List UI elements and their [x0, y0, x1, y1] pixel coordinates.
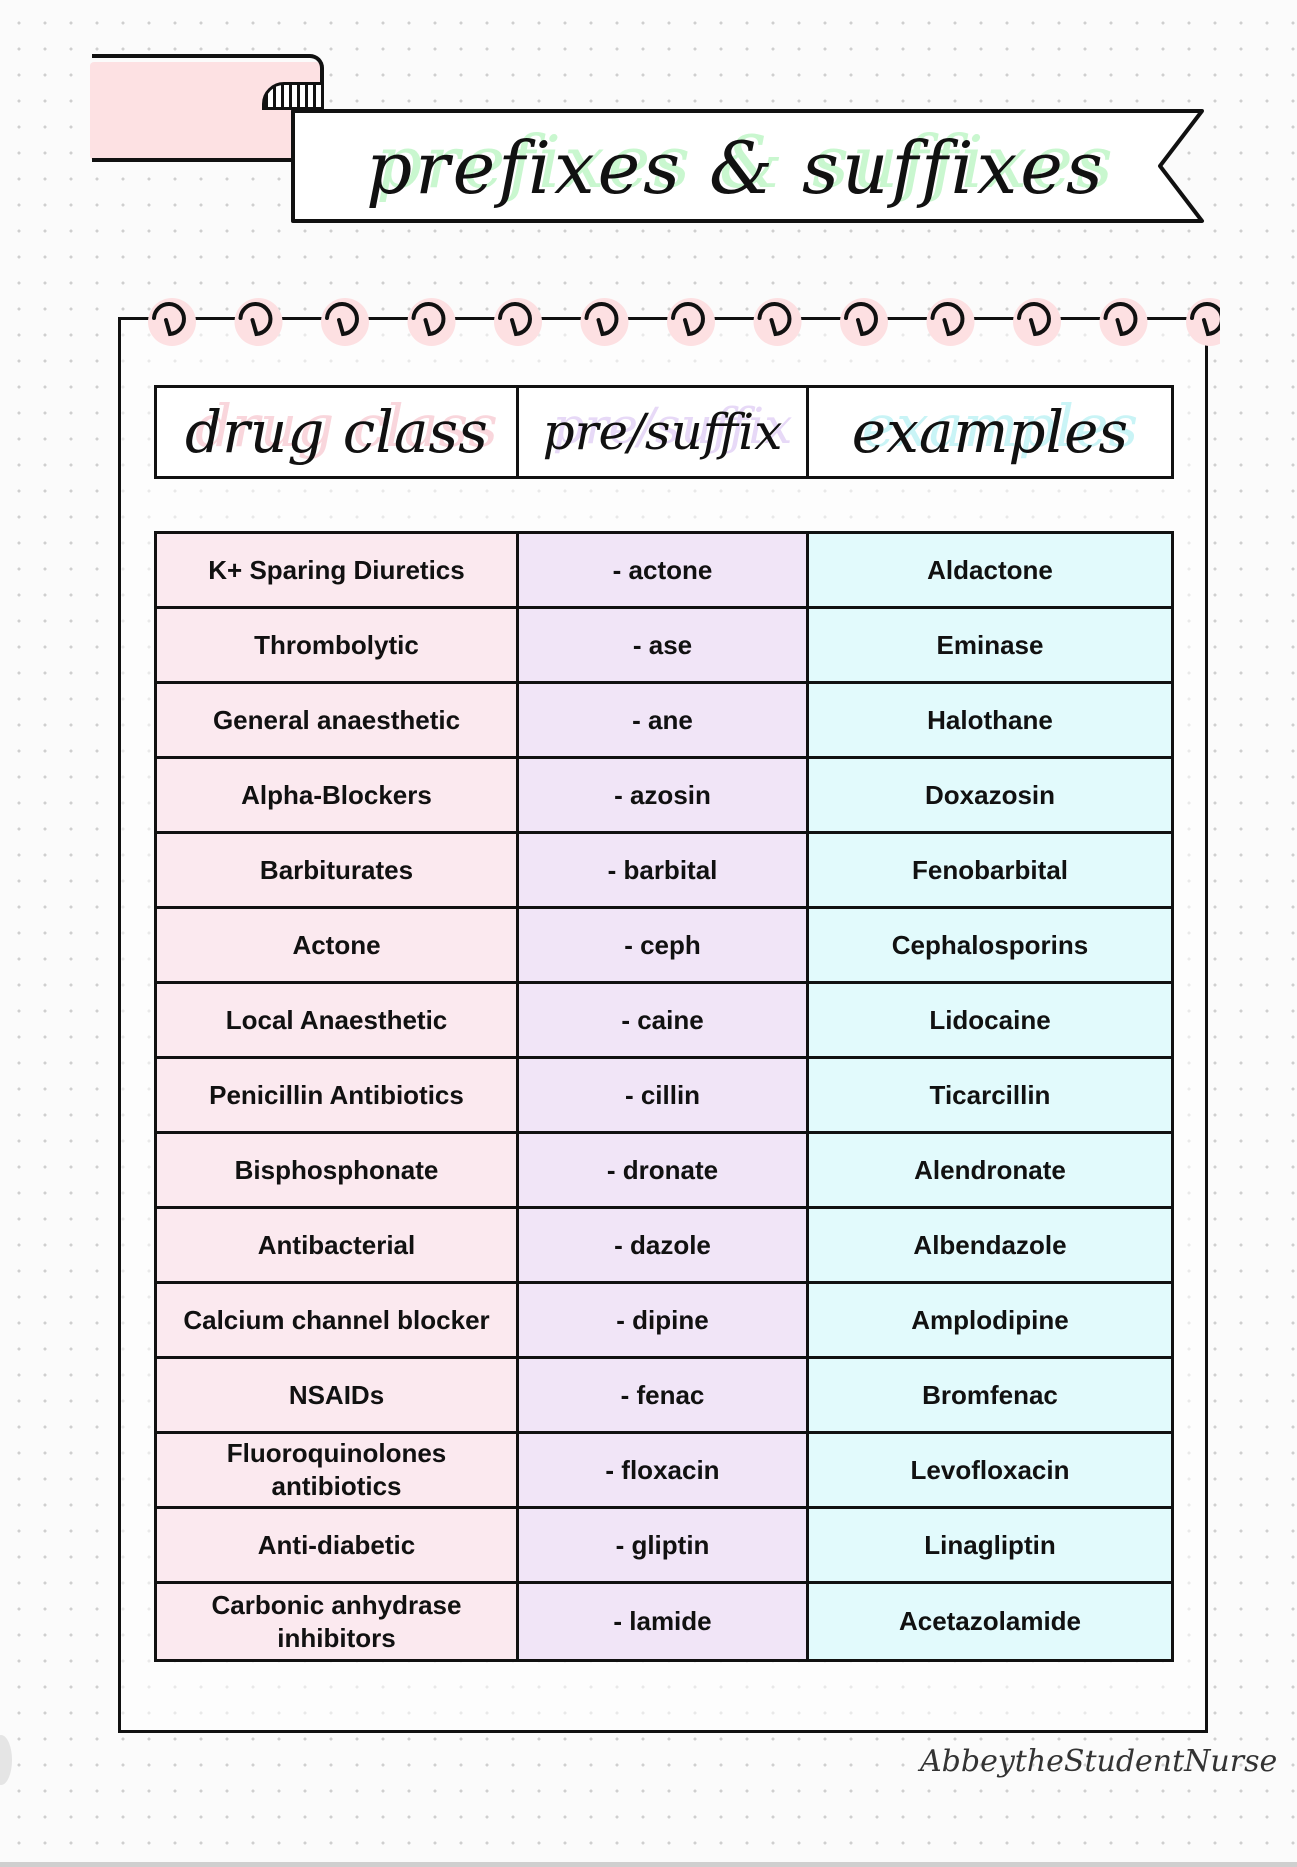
binding-ring: [667, 298, 715, 346]
binding-ring: [321, 298, 369, 346]
drug-class-cell: Bisphosphonate: [157, 1134, 519, 1206]
example-cell: Fenobarbital: [809, 834, 1171, 906]
affix-cell: - gliptin: [519, 1509, 809, 1581]
example-cell: Lidocaine: [809, 984, 1171, 1056]
header-examples: examples: [851, 398, 1129, 466]
example-cell: Bromfenac: [809, 1359, 1171, 1431]
binding-ring: [1013, 298, 1061, 346]
binding-ring: [581, 298, 629, 346]
page-title: prefixes & suffixes: [366, 126, 1106, 210]
example-cell: Aldactone: [809, 534, 1171, 606]
binding-ring: [148, 298, 196, 346]
drug-table: [154, 531, 1174, 1662]
header-pre-suffix: pre/suffix: [519, 388, 809, 476]
affix-cell: - ceph: [519, 909, 809, 981]
affix-cell: - barbital: [519, 834, 809, 906]
table-row: [157, 909, 1171, 984]
table-row: [157, 1209, 1171, 1284]
page-bottom-border: [0, 1862, 1297, 1867]
example-cell: Doxazosin: [809, 759, 1171, 831]
affix-cell: - actone: [519, 534, 809, 606]
binding-ring: [1100, 298, 1148, 346]
affix-cell: - fenac: [519, 1359, 809, 1431]
drug-class-cell: Barbiturates: [157, 834, 519, 906]
affix-cell: - ase: [519, 609, 809, 681]
drug-class-cell: Local Anaesthetic: [157, 984, 519, 1056]
drug-class-cell: NSAIDs: [157, 1359, 519, 1431]
example-cell: Acetazolamide: [809, 1584, 1171, 1659]
table-row: [157, 1284, 1171, 1359]
drug-class-cell: General anaesthetic: [157, 684, 519, 756]
spiral-binding: [140, 290, 1220, 360]
drug-class-cell: Actone: [157, 909, 519, 981]
table-row: [157, 1059, 1171, 1134]
drug-class-cell: Thrombolytic: [157, 609, 519, 681]
example-cell: Halothane: [809, 684, 1171, 756]
affix-cell: - dazole: [519, 1209, 809, 1281]
affix-cell: - lamide: [519, 1584, 809, 1659]
affix-cell: - azosin: [519, 759, 809, 831]
tab-stripes: [262, 82, 324, 110]
example-cell: Amplodipine: [809, 1284, 1171, 1356]
table-row: [157, 1509, 1171, 1584]
example-cell: Linagliptin: [809, 1509, 1171, 1581]
affix-cell: - dronate: [519, 1134, 809, 1206]
example-cell: Ticarcillin: [809, 1059, 1171, 1131]
affix-cell: - floxacin: [519, 1434, 809, 1506]
drug-class-cell: Antibacterial: [157, 1209, 519, 1281]
author-signature: AbbeytheStudentNurse: [920, 1744, 1278, 1779]
drug-class-cell: K+ Sparing Diuretics: [157, 534, 519, 606]
table-header: [154, 385, 1174, 479]
drug-class-cell: Carbonic anhydrase inhibitors: [157, 1584, 519, 1659]
binding-ring: [840, 298, 888, 346]
drug-class-cell: Fluoroquinolones antibiotics: [157, 1434, 519, 1506]
drug-class-cell: Alpha-Blockers: [157, 759, 519, 831]
drug-class-cell: Calcium channel blocker: [157, 1284, 519, 1356]
page-edge-shadow: [0, 1735, 12, 1785]
table-row: [157, 1359, 1171, 1434]
header-drug-class: drug class: [157, 388, 519, 476]
table-row: [157, 534, 1171, 609]
binding-ring: [927, 298, 975, 346]
table-row: [157, 834, 1171, 909]
example-cell: Cephalosporins: [809, 909, 1171, 981]
binding-ring: [754, 298, 802, 346]
binding-ring: [494, 298, 542, 346]
table-row: [157, 609, 1171, 684]
binding-ring: [408, 298, 456, 346]
affix-cell: - ane: [519, 684, 809, 756]
binding-ring: [1186, 298, 1220, 346]
affix-cell: - caine: [519, 984, 809, 1056]
drug-class-cell: Anti-diabetic: [157, 1509, 519, 1581]
table-row: [157, 984, 1171, 1059]
affix-cell: - dipine: [519, 1284, 809, 1356]
table-row: [157, 1134, 1171, 1209]
tab-underline: [92, 158, 297, 162]
drug-class-cell: Penicillin Antibiotics: [157, 1059, 519, 1131]
example-cell: Alendronate: [809, 1134, 1171, 1206]
binding-ring: [235, 298, 283, 346]
table-row: [157, 1584, 1171, 1659]
table-row: [157, 684, 1171, 759]
example-cell: Eminase: [809, 609, 1171, 681]
example-cell: Albendazole: [809, 1209, 1171, 1281]
table-row: [157, 1434, 1171, 1509]
affix-cell: - cillin: [519, 1059, 809, 1131]
table-row: [157, 759, 1171, 834]
example-cell: Levofloxacin: [809, 1434, 1171, 1506]
